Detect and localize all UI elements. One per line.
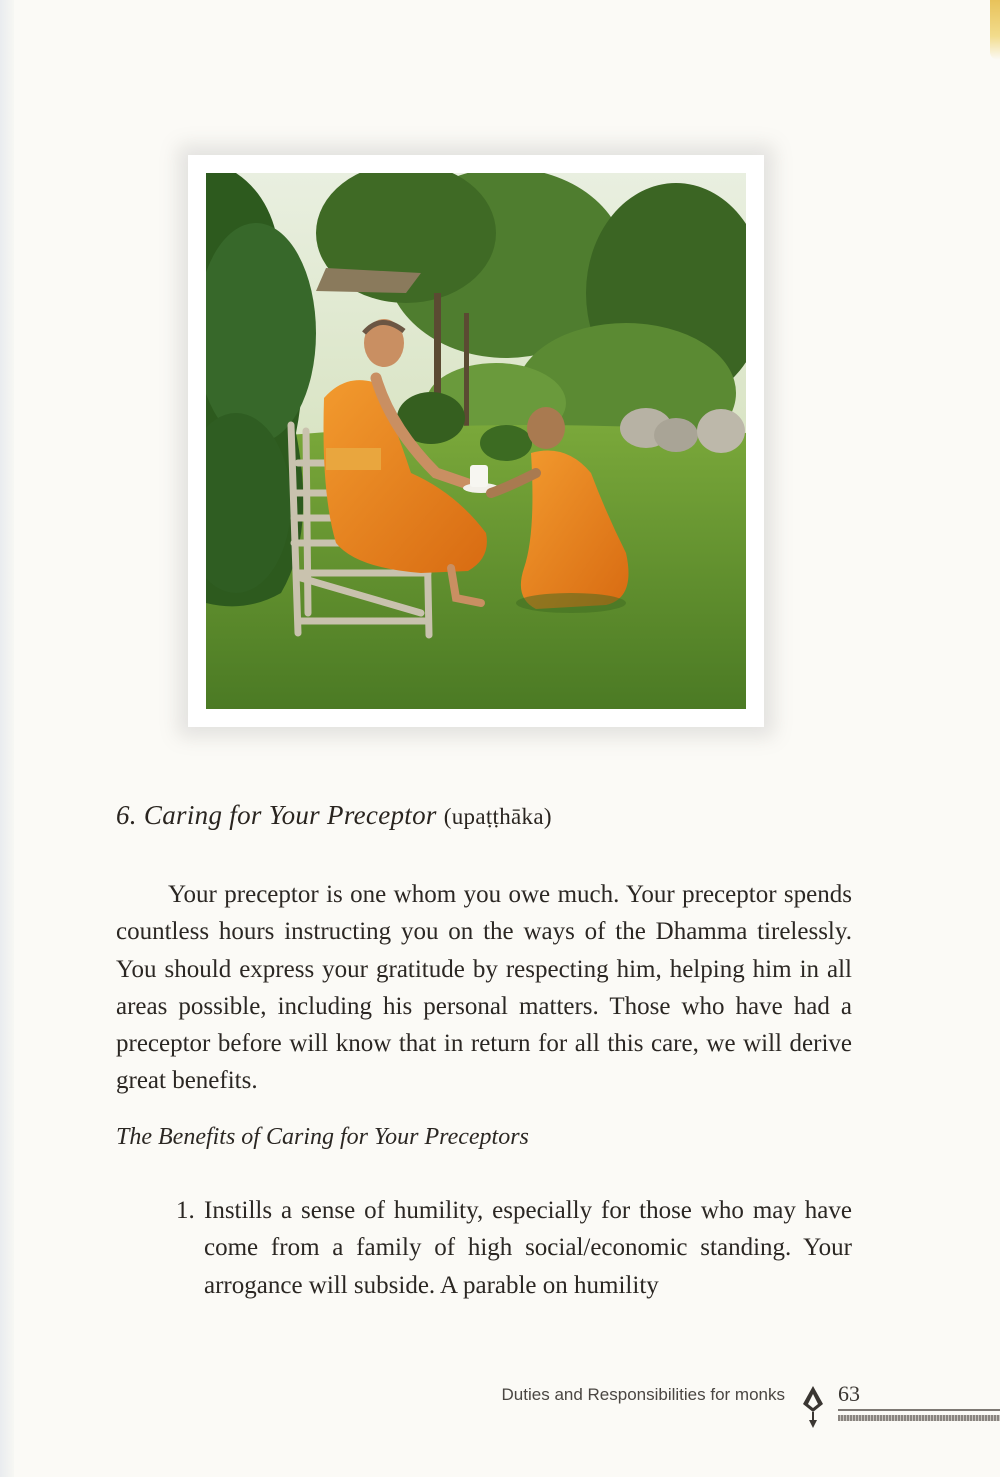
- benefits-list: [116, 1192, 852, 1304]
- list-item: [116, 1192, 852, 1304]
- ornament-icon: [801, 1386, 825, 1428]
- running-title: Duties and Responsibilities for monks: [501, 1385, 785, 1404]
- page-corner-mark: [990, 0, 1000, 60]
- page-edge: [0, 0, 14, 1477]
- section-pali-term: (upaṭṭhāka): [443, 804, 552, 829]
- photo-monk-and-novice: [206, 173, 746, 709]
- benefits-subheading: The Benefits of Caring for Your Preceptors: [116, 1124, 529, 1150]
- list-item-text: Instills a sense of humility, especially for those who may have come from a family of high social/economic standing. Your arrogance will subside. A parable on humility: [204, 1197, 852, 1299]
- section-title: Caring for Your Preceptor: [143, 800, 437, 830]
- footer-rule: [838, 1409, 1000, 1411]
- section-number: 6.: [116, 800, 137, 830]
- intro-paragraph: Your preceptor is one whom you owe much. Your preceptor spends countless hours instructing you on the ways of the Dhamma tirelessly. You should express your gratitude by respecting him, helping him in all areas possible, including his personal matters. Those who have had a preceptor before will know that in return for all this care, we will derive great benefits.: [116, 881, 852, 1095]
- page-number: 63: [838, 1381, 860, 1406]
- list-item-number: 1.: [176, 1197, 195, 1224]
- section-heading: [116, 800, 876, 831]
- footer-rule-pattern: [838, 1415, 1000, 1421]
- photo-frame: [188, 155, 764, 727]
